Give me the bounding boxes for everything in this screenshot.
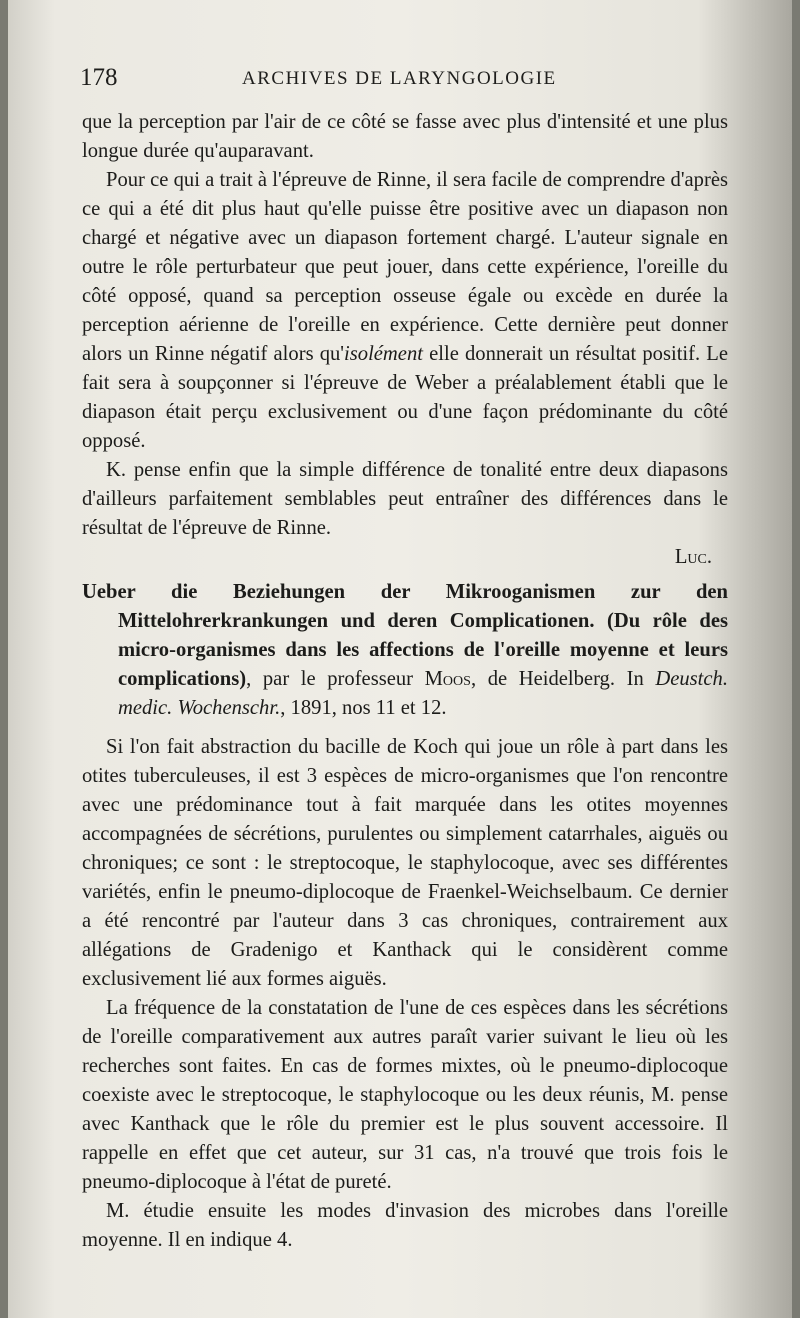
- paragraph-rinne-part1: Pour ce qui a trait à l'épreuve de Rinne, il sera facile de comprendre d'après ce qui a été dit plus haut qu'elle puisse être positive avec un diapason non chargé et négative avec un diapason fortement chargé. L'auteur signale en outre le rôle perturbateur que peut jouer, dans cette expérience, l'oreille du côté opposé, quand sa perception osseuse égale ou excède en durée la perception aérienne de l'oreille en expérience. Cette dernière peut donner alors un Rinne négatif alors qu': [82, 169, 728, 365]
- paragraph-rinne: [82, 166, 728, 456]
- paragraph-invasion: M. étudie ensuite les modes d'invasion des microbes dans l'oreille moyenne. Il en indique 4.: [82, 1200, 728, 1251]
- reference-author: Moos: [424, 668, 471, 690]
- reference-by: , par le professeur: [246, 668, 425, 690]
- page-number: 178: [80, 64, 118, 91]
- running-title: ARCHIVES DE LARYNGOLOGIE: [242, 68, 557, 89]
- bibliographic-reference: [82, 578, 728, 723]
- emphasis-isolement: isolément: [344, 343, 423, 365]
- paragraph-frequence: La fréquence de la constatation de l'une de ces espèces dans les sécrétions de l'oreille comparativement aux autres paraît varier suivant le lieu où les recherches sont faites. En cas de formes mixtes, où le pneumo-diplocoque coexiste avec le streptocoque, le staphylocoque ou les deux réunis, M. pense avec Kanthack que le rôle du premier est le plus souvent accessoire. Il rappelle en effet que cet auteur, sur 31 cas, n'a trouvé que trois fois le pneumo-diplocoque à l'état de pureté.: [82, 997, 728, 1193]
- page-header: [80, 58, 740, 98]
- paragraph-continuation: que la perception par l'air de ce côté se fasse avec plus d'intensité et une plus longue durée qu'auparavant.: [82, 111, 728, 162]
- reference-journal: Deustch. medic. Wochenschr.: [118, 668, 728, 719]
- page-text: [82, 108, 728, 1255]
- reference-issue: , 1891, nos 11 et 12.: [280, 697, 447, 719]
- reference-place: , de Heidelberg. In: [470, 668, 656, 690]
- signature: Luc.: [674, 546, 712, 568]
- reference-title: Ueber die Beziehungen der Mikrooganismen zur den Mittelohrerkrankungen und deren Complicationen. (Du rôle des micro-organismes dans les affections de l'oreille moyenne et leurs complications): [82, 581, 728, 690]
- paragraph-tonalite: K. pense enfin que la simple différence de tonalité entre deux diapasons d'ailleurs parfaitement semblables peut entraîner des différences dans le résultat de l'épreuve de Rinne.: [82, 459, 728, 539]
- paragraph-rinne-part2: elle donnerait un résultat positif. Le fait sera à soupçonner si l'épreuve de Weber a préalablement établi que le diapason était perçu exclusivement ou d'une façon prédominante du côté opposé.: [82, 343, 729, 452]
- paragraph-microorganismes: Si l'on fait abstraction du bacille de Koch qui joue un rôle à part dans les otites tuberculeuses, il est 3 espèces de micro-organismes que l'on rencontre avec une prédominance tout à fait marquée dans les otites moyennes accompagnées de sécrétions, purulentes ou simplement catarrhales, aiguës ou chroniques; ce sont : le streptocoque, le staphylocoque, avec ses différentes variétés, enfin le pneumo-diplocoque de Fraenkel-Weichselbaum. Ce dernier a été rencontré par l'auteur dans 3 cas chroniques, contrairement aux allégations de Gradenigo et Kanthack qui le considèrent comme exclusivement lié aux formes aiguës.: [82, 736, 728, 990]
- book-page: [8, 0, 792, 1318]
